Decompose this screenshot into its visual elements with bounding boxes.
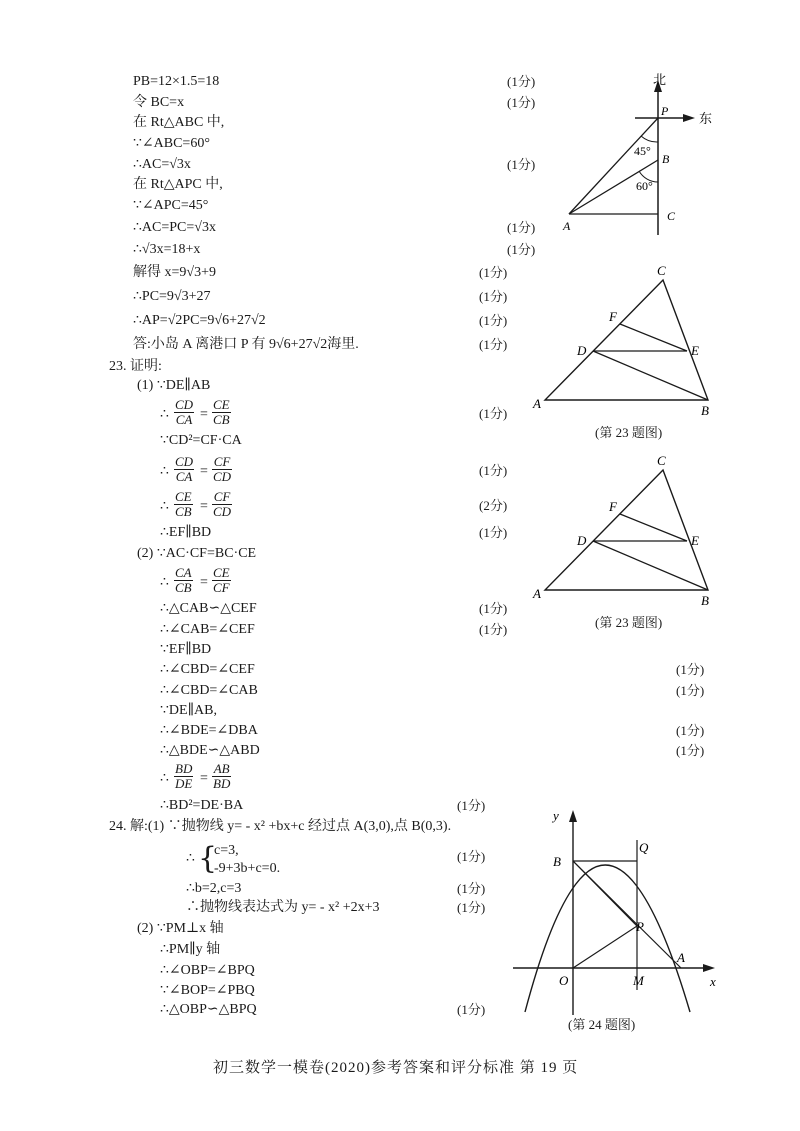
- system-eq-1: c=3,: [214, 843, 239, 858]
- score-23-8: (1分): [676, 683, 705, 698]
- line-ac-cf: (2) ∵AC·CF=BC·CE: [137, 546, 257, 561]
- line-pc: ∴PC=9√3+27: [133, 289, 211, 304]
- score-23-9: (1分): [676, 723, 705, 738]
- fraction-eq-5: ∴ $\frac{BD}{DE}$ = $\frac{AB}{BD}$: [160, 761, 231, 791]
- score-23-1: (1分): [479, 406, 508, 421]
- score-22-9: (1分): [479, 337, 508, 352]
- triangle-abc: [545, 280, 708, 400]
- fraction-eq-3: ∴ $\frac{CE}{CB}$ = $\frac{CF}{CD}$: [160, 489, 232, 519]
- score-22-3: (1分): [507, 157, 536, 172]
- score-23-5: (1分): [479, 601, 508, 616]
- system-eq-2: -9+3b+c=0.: [214, 861, 281, 876]
- label-p: P: [661, 104, 669, 118]
- segment-db: [593, 541, 708, 590]
- score-23-11: (1分): [457, 798, 486, 813]
- line-ef-parallel-bd-2: ∵EF∥BD: [160, 642, 212, 657]
- label-a: A: [677, 950, 685, 965]
- line-ap: ∴AP=√2PC=9√6+27√2: [133, 313, 266, 328]
- score-24-2: (1分): [457, 881, 486, 896]
- score-24-4: (1分): [457, 1002, 486, 1017]
- east-arrowhead: [683, 114, 695, 122]
- label-b: B: [553, 854, 561, 869]
- line-de-parallel-ab-2: ∵DE∥AB,: [160, 703, 217, 718]
- parabola: [525, 865, 690, 1012]
- label-angle-60: 60°: [636, 179, 653, 193]
- line-bd-squared: ∴BD²=DE·BA: [160, 798, 244, 813]
- line-answer-22: 答:小岛 A 离港口 P 有 9√6+27√2海里.: [133, 337, 359, 352]
- line-in-rt-apc: 在 Rt△APC 中,: [133, 177, 223, 192]
- label-a: A: [533, 586, 541, 601]
- label-d: D: [577, 533, 587, 548]
- line-angle-bde-dba: ∴∠BDE=∠DBA: [160, 723, 258, 738]
- score-23-2: (1分): [479, 463, 508, 478]
- line-cd-squared: ∵CD²=CF·CA: [160, 433, 242, 448]
- angle-arc-45: [641, 136, 658, 142]
- label-o: O: [559, 973, 569, 988]
- score-23-4: (1分): [479, 525, 508, 540]
- figure-23-b-caption: (第 23 题图): [595, 615, 663, 630]
- line-angle-bop-pbq: ∵∠BOP=∠PBQ: [160, 983, 255, 998]
- label-north: 北: [653, 72, 667, 87]
- score-23-7: (1分): [676, 662, 705, 677]
- problem-23-heading: 23. 证明:: [109, 359, 162, 374]
- page-footer: 初三数学一模卷(2020)参考答案和评分标准 第 19 页: [213, 1060, 579, 1076]
- score-22-6: (1分): [479, 265, 508, 280]
- y-axis-arrowhead: [569, 810, 577, 822]
- line-angle-apc: ∵∠APC=45°: [133, 198, 209, 213]
- label-c: C: [667, 209, 676, 223]
- line-angle-cab-cef: ∴∠CAB=∠CEF: [160, 622, 255, 637]
- figure-23-a-caption: (第 23 题图): [595, 425, 663, 440]
- line-similar-obp-bpq: ∴△OBP∽△BPQ: [160, 1002, 257, 1017]
- triangle-abc: [545, 470, 708, 590]
- score-24-1: (1分): [457, 849, 486, 864]
- label-east: 东: [699, 111, 713, 126]
- x-axis-arrowhead: [703, 964, 715, 972]
- equation-system: ∴ { c=3, -9+3b+c=0.: [186, 841, 281, 876]
- score-23-6: (1分): [479, 622, 508, 637]
- label-y: y: [553, 808, 559, 823]
- segment-fe: [620, 514, 687, 541]
- line-parabola-expression: ∴抛物线表达式为 y= - x² +2x+3: [186, 900, 380, 915]
- line-pm-parallel-y: ∴PM∥y 轴: [160, 942, 221, 957]
- label-m: M: [633, 973, 644, 988]
- label-d: D: [577, 343, 587, 358]
- line-let-bc: 令 BC=x: [133, 95, 185, 110]
- line-pm-perp-x: (2) ∵PM⊥x 轴: [137, 921, 224, 936]
- line-similar-bde-abd: ∴△BDE∽△ABD: [160, 743, 260, 758]
- line-de-parallel-ab: (1) ∵DE∥AB: [137, 378, 211, 393]
- label-f: F: [609, 309, 617, 324]
- score-22-8: (1分): [479, 313, 508, 328]
- line-ac: ∴AC=√3x: [133, 157, 191, 172]
- segment-bp: [573, 861, 637, 926]
- line-equation: ∴√3x=18+x: [133, 242, 201, 257]
- score-24-3: (1分): [457, 900, 486, 915]
- score-23-3: (2分): [479, 498, 508, 513]
- label-c: C: [657, 263, 666, 278]
- label-a: A: [563, 219, 571, 233]
- score-22-2: (1分): [507, 95, 536, 110]
- line-angle-abc: ∵∠ABC=60°: [133, 136, 210, 151]
- figure-24: [505, 800, 730, 1020]
- score-22-7: (1分): [479, 289, 508, 304]
- label-b: B: [701, 403, 709, 418]
- line-in-rt-abc: 在 Rt△ABC 中,: [133, 115, 225, 130]
- figure-23-b: [525, 452, 725, 612]
- problem-24-line-1: 24. 解:(1) ∵抛物线 y= - x² +bx+c 经过点 A(3,0),点 B(0,3).: [109, 819, 452, 834]
- figure-22: [555, 70, 725, 240]
- line-angle-cbd-cab: ∴∠CBD=∠CAB: [160, 683, 258, 698]
- fraction-eq-1: ∴ $\frac{CD}{CA}$ = $\frac{CE}{CB}$: [160, 397, 230, 427]
- line-ef-parallel-bd: ∴EF∥BD: [160, 525, 212, 540]
- fraction-eq-4: ∴ $\frac{CA}{CB}$ = $\frac{CE}{CF}$: [160, 565, 230, 595]
- label-x: x: [710, 974, 716, 989]
- line-solve-x: 解得 x=9√3+9: [133, 265, 216, 280]
- label-c: C: [657, 453, 666, 468]
- segment-fe: [620, 324, 687, 351]
- line-ac-pc: ∴AC=PC=√3x: [133, 220, 216, 235]
- score-22-5: (1分): [507, 242, 536, 257]
- label-q: Q: [639, 840, 649, 855]
- figure-23-a: [525, 262, 725, 422]
- label-p: P: [636, 919, 644, 934]
- label-b: B: [662, 152, 670, 166]
- label-e: E: [691, 533, 699, 548]
- score-22-1: (1分): [507, 74, 536, 89]
- label-e: E: [691, 343, 699, 358]
- segment-db: [593, 351, 708, 400]
- fraction-eq-2: ∴ $\frac{CD}{CA}$ = $\frac{CF}{CD}$: [160, 454, 232, 484]
- figure-24-caption: (第 24 题图): [568, 1017, 636, 1032]
- label-b: B: [701, 593, 709, 608]
- segment-pa: [569, 118, 658, 214]
- line-angle-obp-bpq: ∴∠OBP=∠BPQ: [160, 963, 255, 978]
- line-pb: PB=12×1.5=18: [133, 74, 220, 89]
- label-angle-45: 45°: [634, 144, 651, 158]
- label-f: F: [609, 499, 617, 514]
- score-22-4: (1分): [507, 220, 536, 235]
- segment-op: [573, 926, 637, 968]
- label-a: A: [533, 396, 541, 411]
- score-23-10: (1分): [676, 743, 705, 758]
- line-similar-cab-cef: ∴△CAB∽△CEF: [160, 601, 257, 616]
- line-angle-cbd-cef: ∴∠CBD=∠CEF: [160, 662, 255, 677]
- line-b-c-values: ∴b=2,c=3: [186, 881, 242, 896]
